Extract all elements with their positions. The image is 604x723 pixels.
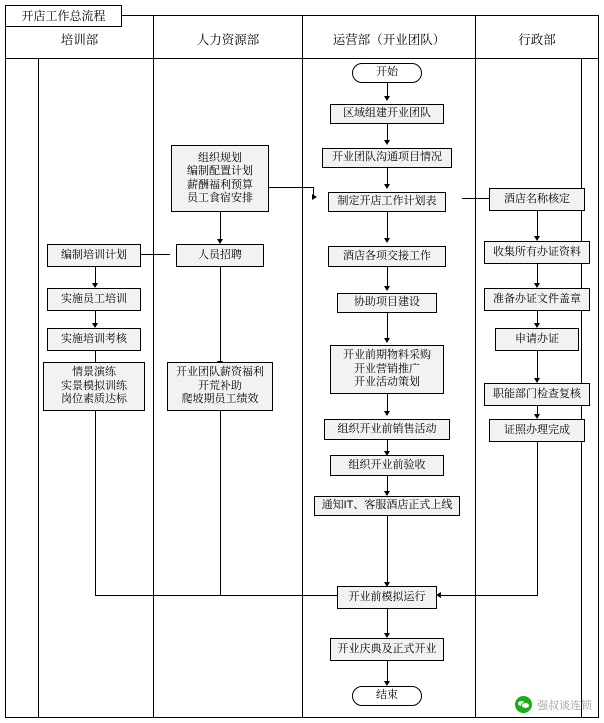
connector-preaccept-notifyit [387, 476, 388, 492]
node-handover[interactable]: 酒店各项交接工作 [328, 246, 446, 267]
connector-ceremony-end [387, 661, 388, 682]
inner-bottom-border [38, 717, 582, 718]
connector-collect-seal [537, 264, 538, 284]
connector-hotelname-collect [537, 211, 538, 237]
connector-assist-procurement [387, 313, 388, 339]
connector-buildteam-communicate [387, 124, 388, 141]
node-procurement-line-1: 开业前期物料采购 [343, 349, 431, 362]
node-simulation[interactable]: 开业前模拟运行 [337, 586, 437, 609]
node-communicate[interactable]: 开业团队沟通项目情况 [322, 148, 452, 168]
node-notify-it[interactable]: 通知IT、客服酒店正式上线 [314, 496, 460, 516]
connector-recruit-welfare [220, 267, 221, 362]
connector-communicate-workplan [387, 168, 388, 185]
lane-header-training: 培训部 [60, 33, 99, 47]
node-staff-training[interactable]: 实施员工培训 [47, 288, 141, 311]
node-assist-build[interactable]: 协助项目建设 [337, 293, 437, 313]
node-dept-inspect[interactable]: 职能部门检查复核 [484, 383, 590, 406]
node-apply-cert[interactable]: 申请办证 [495, 328, 579, 351]
arrow-handover-assist [384, 286, 390, 291]
arrow-buildteam-communicate [384, 140, 390, 145]
connector-procurement-presales [387, 394, 388, 412]
connector-certdone-simulation-h [440, 595, 537, 596]
arrow-communicate-workplan [384, 184, 390, 189]
lane-separator-2 [302, 16, 303, 718]
node-hr-welfare-line-2: 开荒补助 [198, 379, 242, 392]
wechat-icon [515, 696, 532, 713]
node-start[interactable]: 开始 [352, 63, 422, 83]
connector-workplan-handover [387, 212, 388, 239]
node-procurement-line-3: 开业活动策划 [354, 376, 420, 389]
lane-header-hr: 人力资源部 [196, 33, 260, 47]
lane-separator-3 [475, 16, 476, 718]
arrow-orgplan-workplan [312, 194, 317, 200]
node-ceremony[interactable]: 开业庆典及正式开业 [330, 638, 444, 661]
connector-orgplan-workplan-h [263, 187, 313, 188]
connector-orgplan-recruit [220, 212, 221, 240]
node-training-plan[interactable]: 编制培训计划 [47, 244, 141, 267]
node-cert-done[interactable]: 证照办理完成 [489, 419, 585, 442]
page-title: 开店工作总流程 [5, 5, 122, 27]
connector-handover-assist [387, 267, 388, 287]
node-pre-sales[interactable]: 组织开业前销售活动 [324, 419, 450, 440]
arrow-workplan-handover [384, 238, 390, 243]
arrow-assist-procurement [384, 338, 390, 343]
inner-left-border [38, 59, 39, 718]
node-work-plan[interactable]: 制定开店工作计划表 [328, 192, 446, 212]
node-prepare-seal[interactable]: 准备办证文件盖章 [484, 288, 590, 311]
node-hotel-name[interactable]: 酒店名称核定 [489, 188, 585, 211]
node-end[interactable]: 结束 [352, 686, 422, 706]
lane-header-operations: 运营部（开业团队） [332, 33, 446, 47]
node-scenario-line-2: 实景模拟训练 [61, 379, 127, 392]
node-procurement-line-2: 开业营销推广 [354, 362, 420, 375]
node-collect-docs[interactable]: 收集所有办证资料 [484, 241, 590, 264]
node-hr-welfare[interactable] [167, 362, 273, 411]
watermark [515, 696, 592, 713]
node-org-plan-line-2: 编制配置计划 [187, 165, 253, 177]
connector-start-buildteam [387, 83, 388, 97]
connector-scenario-simulation-h [95, 595, 338, 596]
lane-header-admin: 行政部 [518, 33, 556, 47]
connector-scenario-simulation-v [95, 411, 96, 596]
node-scenario-line-3: 岗位素质达标 [61, 393, 127, 406]
arrow-start-buildteam [384, 96, 390, 101]
watermark-text: 强叔谈连锁 [537, 699, 592, 712]
connector-trainingplan-stafftraining [95, 267, 96, 284]
node-org-plan-line-3: 薪酬福利预算 [187, 178, 253, 191]
node-org-plan-line-1: 组织规划 [198, 151, 242, 164]
connector-notifyit-simulation [387, 516, 388, 583]
arrow-procurement-presales [384, 411, 390, 416]
node-build-team[interactable]: 区域组建开业团队 [330, 104, 444, 124]
node-hr-welfare-line-1: 开业团队薪资福利 [176, 366, 264, 379]
node-hr-welfare-line-3: 爬坡期员工绩效 [181, 393, 259, 406]
connector-apply-inspect [537, 351, 538, 379]
node-scenario-line-1: 情景演练 [72, 366, 116, 379]
node-org-plan[interactable] [171, 145, 269, 212]
connector-simulation-ceremony [387, 609, 388, 634]
connector-certdone-simulation-v [537, 442, 538, 596]
node-pre-accept[interactable]: 组织开业前验收 [330, 455, 444, 476]
lane-separator-1 [153, 16, 154, 718]
node-procurement[interactable] [330, 345, 444, 394]
node-scenario[interactable] [43, 362, 145, 411]
node-org-plan-line-4: 员工食宿安排 [187, 192, 253, 204]
node-training-exam[interactable]: 实施培训考核 [47, 328, 141, 351]
connector-welfare-simulation-v [220, 411, 221, 596]
node-recruit[interactable]: 人员招聘 [176, 244, 264, 267]
